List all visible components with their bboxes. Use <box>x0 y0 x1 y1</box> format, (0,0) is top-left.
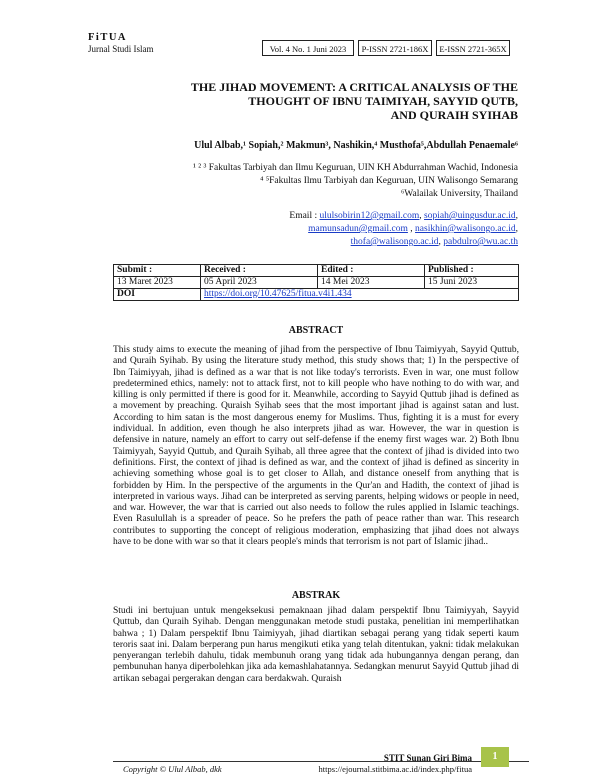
paper-title <box>120 80 518 122</box>
abstrak-heading: ABSTRAK <box>291 590 341 601</box>
email-link[interactable]: pabdulro@wu.ac.th <box>443 237 518 247</box>
title-line-1: THE JIHAD MOVEMENT: A CRITICAL ANALYSIS OF THE <box>190 80 518 94</box>
title-line-3: AND QURAIH SYIHAB <box>390 108 518 122</box>
email-line-2: mamunsadun@gmail.com , nasikhin@walisongo.ac.id, <box>308 224 518 234</box>
volume-box: Vol. 4 No. 1 Juni 2023 <box>262 40 354 56</box>
journal-abbr: FiTUA <box>88 32 127 43</box>
submission-table <box>113 264 519 301</box>
table-row <box>114 289 519 301</box>
page-number: 1 <box>481 747 509 767</box>
institution: STIT Sunan Giri Bima <box>383 753 472 763</box>
p-issn-box: P-ISSN 2721-186X <box>358 40 432 56</box>
header-cell: Received : <box>201 265 318 277</box>
doi-label: DOI <box>114 289 201 301</box>
header-cell: Edited : <box>318 265 425 277</box>
header-cell: Published : <box>425 265 519 277</box>
abstrak-text: Studi ini bertujuan untuk mengeksekusi pemaknaan jihad dalam perspektif Ibnu Taimiyyah, Sayyid Quttub, dan Quraih Syihab. Dengan menggunakan metode studi pustaka, penelitian ini memperlihatkan bahwa ; 1) Dalam perspektif Ibnu Taimiyyah, jihad diartikan sebagai perang yang tidak seperti kaum teroris saat ini. Dalam berperang pun harus mengikuti etika yang telah ditentukan, yakni: tidak melakukan penyerangan terlebih dahulu, tidak membunuh orang yang tidak ada hubungannya dengan perang, dan pembunuhan hanya diperbolehkan jika ada kemashlahatannya. Sedangkan menurut Sayyid Quttub jihad di artikan sebagai pergerakan dengan cara berdakwah. Quraish <box>113 606 519 684</box>
journal-url[interactable]: https://ejournal.stitbima.ac.id/index.php/fitua <box>318 764 472 774</box>
table-cell: 15 Juni 2023 <box>425 277 519 289</box>
table-cell: 13 Maret 2023 <box>114 277 201 289</box>
affiliation-1: ¹ ² ³ Fakultas Tarbiyah dan Ilmu Keguruan, UIN KH Abdurrahman Wachid, Indonesia <box>193 163 518 173</box>
doi-link[interactable]: https://doi.org/10.47625/fitua.v4i1.434 <box>201 289 519 301</box>
e-issn-box: E-ISSN 2721-365X <box>436 40 510 56</box>
email-line-1: Email : ululsobirin12@gmail.com, sopiah@uingusdur.ac.id, <box>289 211 518 221</box>
affiliation-2: ⁴ ⁵Fakultas Ilmu Tarbiyah dan Keguruan, UIN Walisongo Semarang <box>260 176 518 186</box>
email-link[interactable]: mamunsadun@gmail.com <box>308 224 408 234</box>
title-line-2: THOUGHT OF IBNU TAIMIYAH, SAYYID QUTB, <box>248 94 518 108</box>
table-cell: 14 Mei 2023 <box>318 277 425 289</box>
table-row <box>114 265 519 277</box>
email-link[interactable]: thofa@walisongo.ac.id <box>350 237 439 247</box>
email-label: Email : <box>289 211 320 221</box>
table-cell: 05 April 2023 <box>201 277 318 289</box>
email-line-3: thofa@walisongo.ac.id, pabdulro@wu.ac.th <box>350 237 518 247</box>
author-list: Ulul Albab,¹ Sopiah,² Makmun³, Nashikin,⁴ Musthofa⁵,Abdullah Penaemale⁶ <box>194 140 518 151</box>
copyright: Copyright © Ulul Albab, dkk <box>123 764 222 774</box>
table-row <box>114 277 519 289</box>
header-cell: Submit : <box>114 265 201 277</box>
journal-name: Jurnal Studi Islam <box>88 44 154 54</box>
email-link[interactable]: nasikhin@walisongo.ac.id <box>415 224 516 234</box>
email-link[interactable]: sopiah@uingusdur.ac.id <box>424 211 516 221</box>
abstract-text: This study aims to execute the meaning of jihad from the perspective of Ibnu Taimiyyah, Sayyid Quttub, and Quraih Syihab. By using the literature study method, this study shows that; 1) In the perspective of Ibn Taimiyyah, jihad is defined as a war that is not like today's terrorists. Even in war, one must follow predetermined ethics, namely: not to attack first, not to kill people who have nothing to do with war, and killing is only permitted if there is good for it. Meanwhile, according to Sayyid Quttub jihad is defined as a movement by preaching. Quraish Syihab sees that the most important jihad is against satan and lust. According to him satan is the most dangerous enemy for Muslims. Thus, fighting it is a must for every individual. In addition, even though he also interprets jihad as war. However, the war in question is defensive in nature, namely an effort to carry out self-defense if the enemy first wages war. 2) Both Ibnu Taimiyyah, Sayyid Quttub, and Quraih Syihab, all three agree that the context of jihad is divided into two definitions. First, the context of jihad is defined as war, and the context of jihad is defined as sincerity in achieving something whose goal is to get closer to Allah, and distance oneself from anything that is forbidden by Him. In the perspective of the arguments in the Qur'an and Hadith, the context of jihad is interpreted in various ways. Jihad can be interpreted as serving parents, helping widows or people in need, and war. However, the war that is carried out also needs to follow the rules applied in Islamic teachings. Even Rasulullah is a spreader of peace. So he prefers the path of peace rather than war. This research contributes to supporting the concept of religious moderation, emphasizing that jihad does not always have to be done with war so that it clears people's minds that terrorism is not part of Islamic jihad.. <box>113 345 519 548</box>
affiliation-3: ⁶Walailak University, Thailand <box>400 189 518 199</box>
abstract-heading: ABSTRACT <box>288 325 344 336</box>
email-link[interactable]: ululsobirin12@gmail.com <box>319 211 420 221</box>
